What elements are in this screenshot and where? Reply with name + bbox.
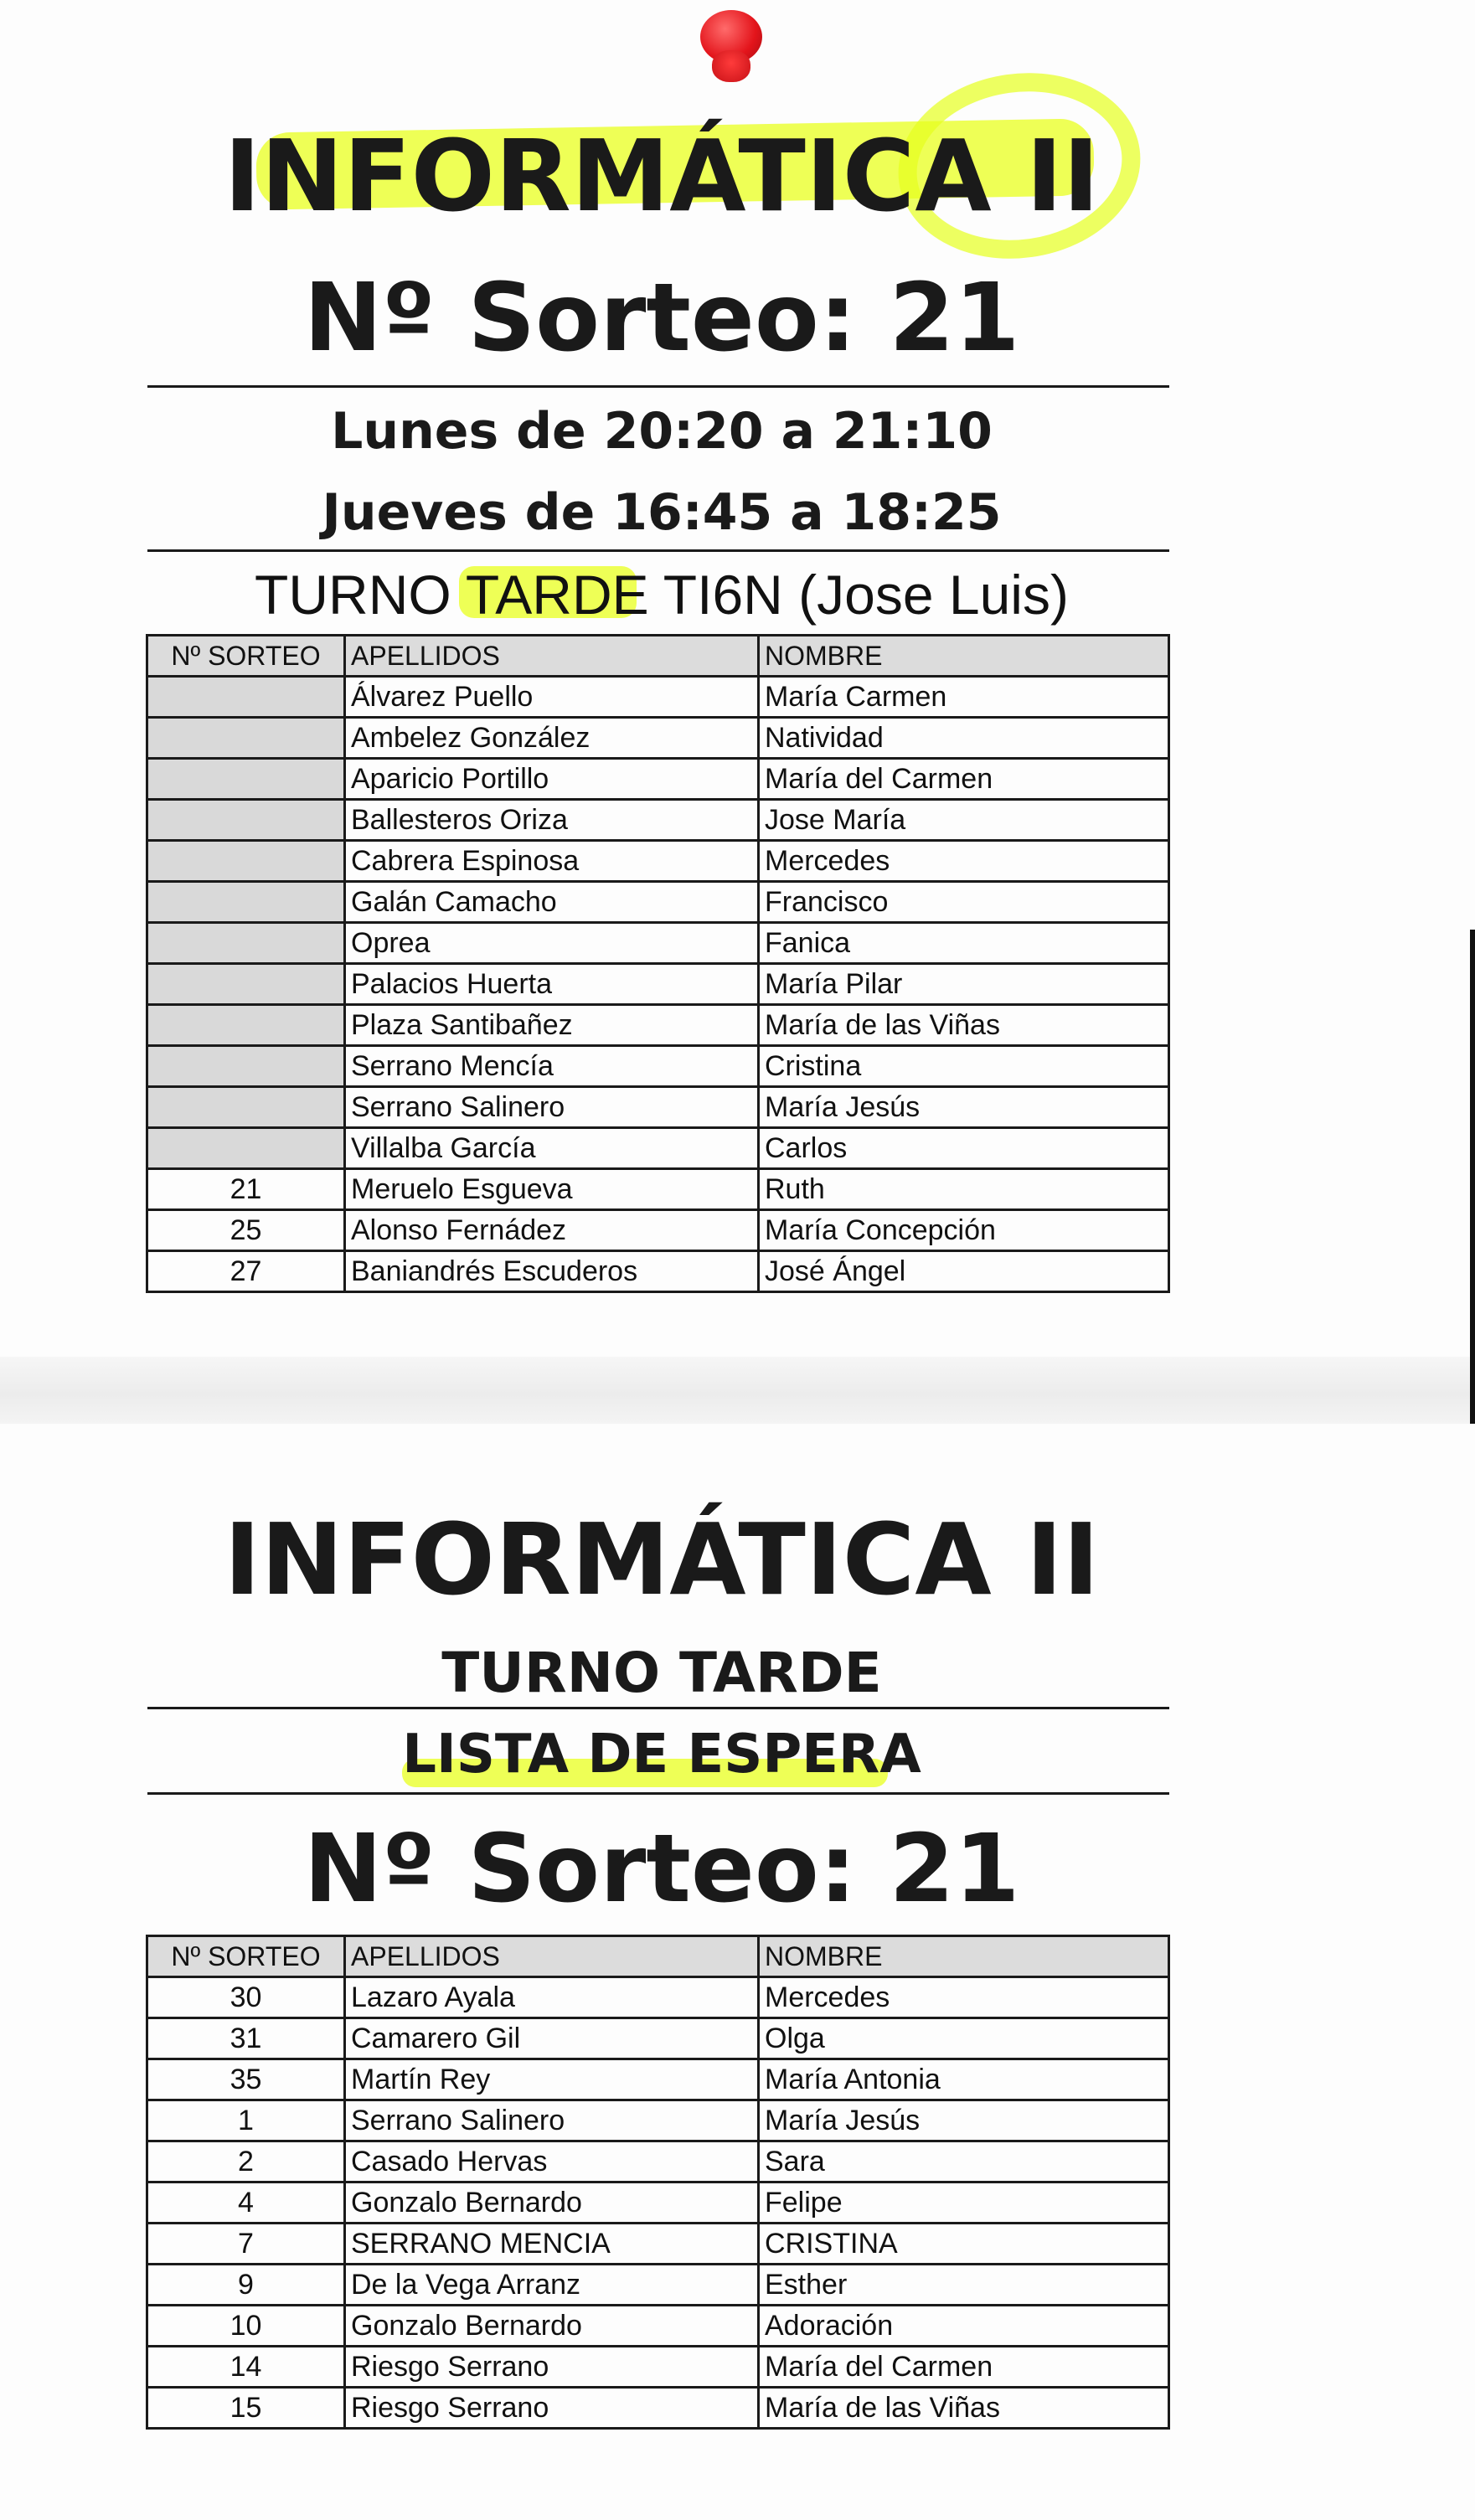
table-row bbox=[147, 2182, 1169, 2224]
surname-cell: Álvarez Puello bbox=[345, 677, 759, 718]
sheet1-draw-number: Nº Sorteo: 21 bbox=[303, 264, 1020, 373]
surname-cell: Palacios Huerta bbox=[345, 964, 759, 1005]
table-row bbox=[147, 964, 1169, 1005]
name-cell: Olga bbox=[759, 2018, 1169, 2059]
surname-cell: Baniandrés Escuderos bbox=[345, 1251, 759, 1292]
draw-number-cell: 27 bbox=[147, 1251, 345, 1292]
name-cell: María Carmen bbox=[759, 677, 1169, 718]
table-row bbox=[147, 759, 1169, 800]
shift-suffix: TI6N (Jose Luis) bbox=[648, 564, 1069, 626]
name-cell: Adoración bbox=[759, 2306, 1169, 2347]
sheet-gap bbox=[0, 1357, 1475, 1432]
surname-cell: Gonzalo Bernardo bbox=[345, 2306, 759, 2347]
sheet1-title: INFORMÁTICA II bbox=[224, 118, 1100, 234]
draw-number-cell: 21 bbox=[147, 1169, 345, 1210]
surname-cell: SERRANO MENCIA bbox=[345, 2224, 759, 2265]
surname-cell: Ballesteros Oriza bbox=[345, 800, 759, 841]
draw-number-cell: 15 bbox=[147, 2388, 345, 2429]
table-row bbox=[147, 2347, 1169, 2388]
surname-cell: Martín Rey bbox=[345, 2059, 759, 2100]
table-row bbox=[147, 2100, 1169, 2141]
draw-number-cell bbox=[147, 882, 345, 923]
draw-number-cell bbox=[147, 1128, 345, 1169]
draw-number-cell bbox=[147, 1046, 345, 1087]
table-row bbox=[147, 677, 1169, 718]
name-cell: María Jesús bbox=[759, 2100, 1169, 2141]
schedule-thursday: Jueves de 16:45 a 18:25 bbox=[322, 483, 1002, 542]
draw-number-cell bbox=[147, 923, 345, 964]
draw-number-cell: 35 bbox=[147, 2059, 345, 2100]
name-cell: Carlos bbox=[759, 1128, 1169, 1169]
name-cell: Esther bbox=[759, 2265, 1169, 2306]
draw-number-cell: 2 bbox=[147, 2141, 345, 2182]
table-row bbox=[147, 2018, 1169, 2059]
table-row bbox=[147, 1210, 1169, 1251]
table-row bbox=[147, 800, 1169, 841]
surname-cell: Serrano Salinero bbox=[345, 2100, 759, 2141]
draw-number-cell: 31 bbox=[147, 2018, 345, 2059]
surname-cell: Lazaro Ayala bbox=[345, 1977, 759, 2018]
name-cell: María Jesús bbox=[759, 1087, 1169, 1128]
draw-number-cell bbox=[147, 759, 345, 800]
name-cell: Francisco bbox=[759, 882, 1169, 923]
table-row bbox=[147, 882, 1169, 923]
surname-cell: Camarero Gil bbox=[345, 2018, 759, 2059]
surname-cell: Serrano Salinero bbox=[345, 1087, 759, 1128]
draw-number-cell bbox=[147, 677, 345, 718]
header-surnames: APELLIDOS bbox=[345, 636, 759, 677]
draw-number-cell: 7 bbox=[147, 2224, 345, 2265]
name-cell: María de las Viñas bbox=[759, 2388, 1169, 2429]
name-cell: María Concepción bbox=[759, 1210, 1169, 1251]
draw-number-cell: 14 bbox=[147, 2347, 345, 2388]
surname-cell: Riesgo Serrano bbox=[345, 2347, 759, 2388]
table-row bbox=[147, 1005, 1169, 1046]
header-surnames: APELLIDOS bbox=[345, 1936, 759, 1977]
name-cell: Cristina bbox=[759, 1046, 1169, 1087]
table-row bbox=[147, 2388, 1169, 2429]
surname-cell: Meruelo Esgueva bbox=[345, 1169, 759, 1210]
draw-number-cell bbox=[147, 964, 345, 1005]
table-row bbox=[147, 2141, 1169, 2182]
table-row bbox=[147, 2265, 1169, 2306]
table-row bbox=[147, 2306, 1169, 2347]
divider bbox=[147, 1707, 1169, 1709]
table-row bbox=[147, 923, 1169, 964]
surname-cell: Villalba García bbox=[345, 1128, 759, 1169]
notice-sheet-waitlist bbox=[0, 1424, 1475, 2520]
draw-number-cell bbox=[147, 800, 345, 841]
name-cell: José Ángel bbox=[759, 1251, 1169, 1292]
sheet2-waitlist: LISTA DE ESPERA bbox=[402, 1724, 921, 1786]
table-row bbox=[147, 1251, 1169, 1292]
table-row bbox=[147, 718, 1169, 759]
surname-cell: Alonso Fernádez bbox=[345, 1210, 759, 1251]
header-name: NOMBRE bbox=[759, 636, 1169, 677]
table-row bbox=[147, 1046, 1169, 1087]
shift-highlighted-word: TARDE bbox=[465, 564, 649, 626]
name-cell: María de las Viñas bbox=[759, 1005, 1169, 1046]
name-cell: Mercedes bbox=[759, 1977, 1169, 2018]
surname-cell: Ambelez González bbox=[345, 718, 759, 759]
shift-prefix: TURNO bbox=[255, 564, 466, 626]
draw-number-cell: 30 bbox=[147, 1977, 345, 2018]
header-draw-number: Nº SORTEO bbox=[147, 636, 345, 677]
surname-cell: Aparicio Portillo bbox=[345, 759, 759, 800]
name-cell: Felipe bbox=[759, 2182, 1169, 2224]
name-cell: Jose María bbox=[759, 800, 1169, 841]
table-row bbox=[147, 841, 1169, 882]
surname-cell: Plaza Santibañez bbox=[345, 1005, 759, 1046]
draw-number-cell bbox=[147, 718, 345, 759]
divider bbox=[147, 549, 1169, 552]
table-row bbox=[147, 1169, 1169, 1210]
table-row bbox=[147, 1977, 1169, 2018]
table-header-row bbox=[147, 1936, 1169, 1977]
table-row bbox=[147, 2224, 1169, 2265]
draw-number-cell: 25 bbox=[147, 1210, 345, 1251]
surname-cell: Riesgo Serrano bbox=[345, 2388, 759, 2429]
sheet2-shift: TURNO TARDE bbox=[441, 1641, 882, 1705]
push-pin-head bbox=[712, 50, 750, 82]
table-row bbox=[147, 2059, 1169, 2100]
shift-line bbox=[0, 557, 1323, 632]
name-cell: Fanica bbox=[759, 923, 1169, 964]
name-cell: Natividad bbox=[759, 718, 1169, 759]
draw-number-cell: 10 bbox=[147, 2306, 345, 2347]
surname-cell: Galán Camacho bbox=[345, 882, 759, 923]
sheet2-draw-number: Nº Sorteo: 21 bbox=[303, 1815, 1020, 1924]
name-cell: María Pilar bbox=[759, 964, 1169, 1005]
assigned-table bbox=[146, 634, 1170, 1293]
name-cell: María del Carmen bbox=[759, 2347, 1169, 2388]
sheet2-title: INFORMÁTICA II bbox=[224, 1502, 1100, 1617]
table-header-row bbox=[147, 636, 1169, 677]
draw-number-cell bbox=[147, 1087, 345, 1128]
table-row bbox=[147, 1128, 1169, 1169]
draw-number-cell bbox=[147, 841, 345, 882]
draw-number-cell: 9 bbox=[147, 2265, 345, 2306]
schedule-monday: Lunes de 20:20 a 21:10 bbox=[331, 402, 993, 461]
surname-cell: Casado Hervas bbox=[345, 2141, 759, 2182]
divider bbox=[147, 1792, 1169, 1795]
surname-cell: Cabrera Espinosa bbox=[345, 841, 759, 882]
surname-cell: Serrano Mencía bbox=[345, 1046, 759, 1087]
name-cell: Sara bbox=[759, 2141, 1169, 2182]
surname-cell: Gonzalo Bernardo bbox=[345, 2182, 759, 2224]
surname-cell: Oprea bbox=[345, 923, 759, 964]
name-cell: María Antonia bbox=[759, 2059, 1169, 2100]
divider bbox=[147, 385, 1169, 388]
name-cell: Ruth bbox=[759, 1169, 1169, 1210]
header-draw-number: Nº SORTEO bbox=[147, 1936, 345, 1977]
name-cell: Mercedes bbox=[759, 841, 1169, 882]
draw-number-cell bbox=[147, 1005, 345, 1046]
surname-cell: De la Vega Arranz bbox=[345, 2265, 759, 2306]
waitlist-table bbox=[146, 1935, 1170, 2430]
name-cell: CRISTINA bbox=[759, 2224, 1169, 2265]
name-cell: María del Carmen bbox=[759, 759, 1169, 800]
header-name: NOMBRE bbox=[759, 1936, 1169, 1977]
table-row bbox=[147, 1087, 1169, 1128]
draw-number-cell: 4 bbox=[147, 2182, 345, 2224]
draw-number-cell: 1 bbox=[147, 2100, 345, 2141]
